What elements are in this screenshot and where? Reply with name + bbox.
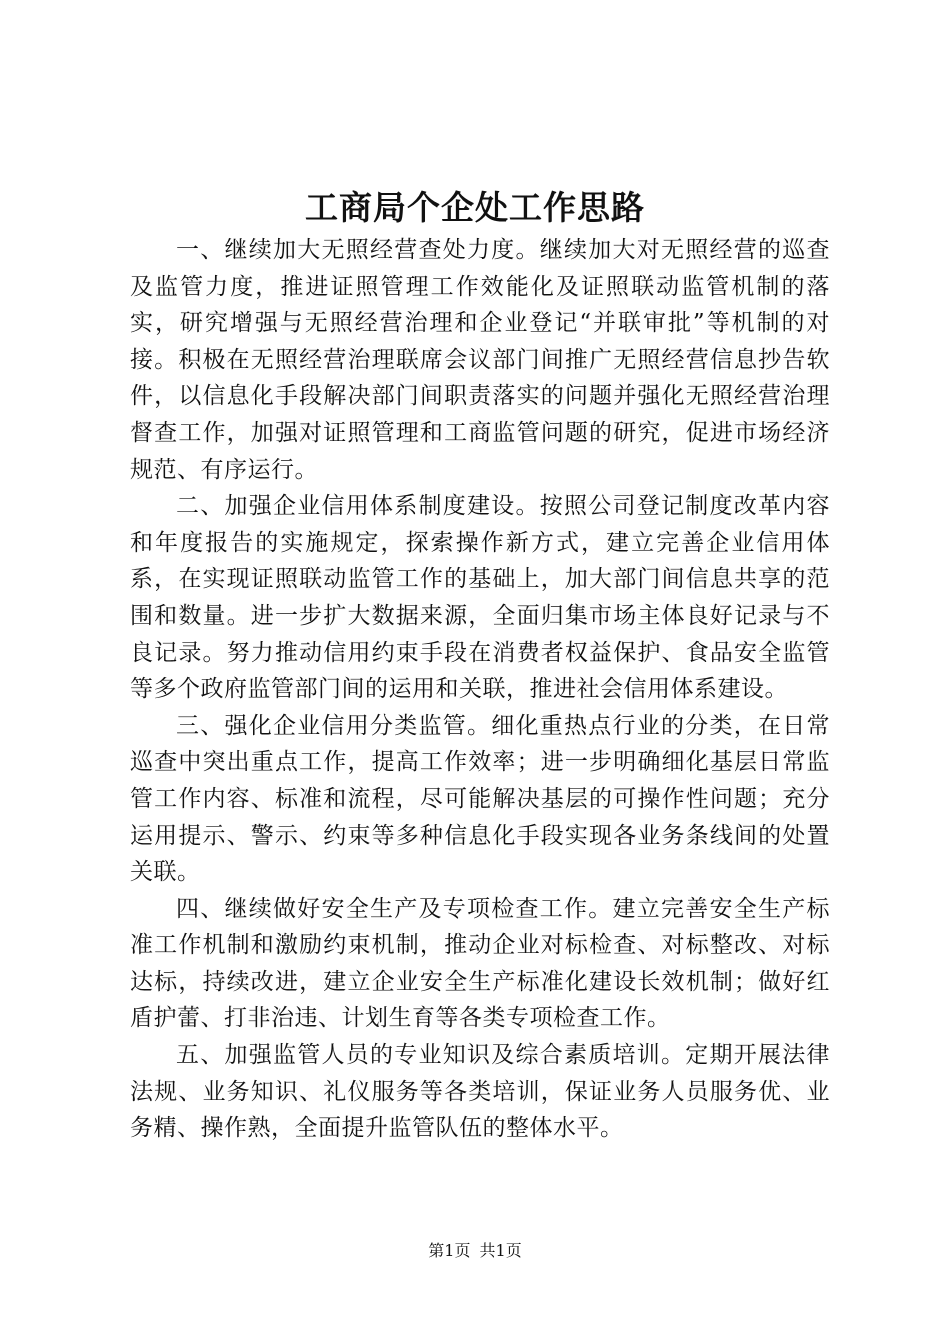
- paragraph-4: 四、继续做好安全生产及专项检查工作。建立完善安全生产标准工作机制和激励约束机制，推动企业对标检查、对标整改、对标达标，持续改进，建立企业安全生产标准化建设长效机制；做好红盾护蕾、打非治违、计划生育等各类专项检查工作。: [130, 895, 830, 1032]
- paragraph-5: 五、加强监管人员的专业知识及综合素质培训。定期开展法律法规、业务知识、礼仪服务等各类培训，保证业务人员服务优、业务精、操作熟，全面提升监管队伍的整体水平。: [130, 1042, 830, 1142]
- document-title: 工商局个企处工作思路: [305, 188, 645, 227]
- paragraph-2: 二、加强企业信用体系制度建设。按照公司登记制度改革内容和年度报告的实施规定，探索操作新方式，建立完善企业信用体系，在实现证照联动监管工作的基础上，加大部门间信息共享的范围和数量。进一步扩大数据来源，全面归集市场主体良好记录与不良记录。努力推动信用约束手段在消费者权益保护、食品安全监管等多个政府监管部门间的运用和关联，推进社会信用体系建设。: [130, 493, 830, 703]
- paragraph-3: 三、强化企业信用分类监管。细化重热点行业的分类，在日常巡查中突出重点工作，提高工作效率；进一步明确细化基层日常监管工作内容、标准和流程，尽可能解决基层的可操作性问题；充分运用提示、警示、约束等多种信息化手段实现各业务条线间的处置关联。: [130, 712, 830, 886]
- page-footer: 第1页 共1页: [428, 1241, 522, 1260]
- paragraph-1: 一、继续加大无照经营查处力度。继续加大对无照经营的巡查及监管力度，推进证照管理工作效能化及证照联动监管机制的落实，研究增强与无照经营治理和企业登记“并联审批”等机制的对接。积极在无照经营治理联席会议部门间推广无照经营信息抄告软件，以信息化手段解决部门间职责落实的问题并强化无照经营治理督查工作，加强对证照管理和工商监管问题的研究，促进市场经济规范、有序运行。: [130, 237, 830, 483]
- document-body: [130, 232, 830, 1147]
